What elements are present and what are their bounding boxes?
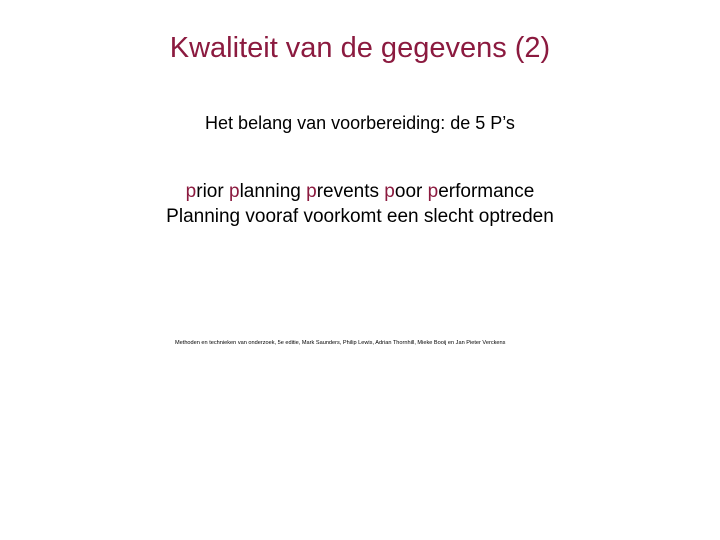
phrase-word-initial: p	[306, 181, 317, 202]
phrase-word-rest: erformance	[438, 181, 535, 202]
english-phrase	[0, 179, 720, 204]
source-citation: Methoden en technieken van onderzoek, 5e editie, Mark Saunders, Philip Lewis, Adrian Thornhill, Mieke Booij en Jan Pieter Verckens	[175, 340, 506, 346]
dutch-translation: Planning vooraf voorkomt een slecht optreden	[166, 206, 554, 227]
phrase-word-rest: oor	[394, 181, 423, 202]
phrase-word-initial: p	[228, 181, 240, 202]
phrase-word-rest: revents	[316, 181, 380, 202]
phrase-word-initial: p	[185, 181, 197, 202]
slide-subtitle: Het belang van voorbereiding: de 5 P’s	[205, 113, 515, 133]
phrase-word-rest: lanning	[239, 181, 301, 202]
phrase-word-initial: p	[384, 181, 395, 202]
slide-title: Kwaliteit van de gegevens (2)	[169, 32, 551, 64]
phrase-word-initial: p	[427, 181, 439, 202]
phrase-word-rest: rior	[196, 181, 224, 202]
